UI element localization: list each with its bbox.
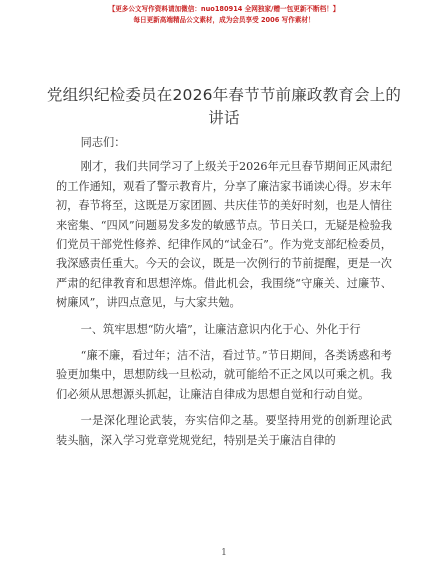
document-body [56, 133, 392, 450]
paragraph-section-1: “廉不廉，看过年；洁不洁，看过节。”节日期间，各类诱惑和考验更加集中，思想防线一旦松动，就可能给不正之风以可乘之机。我们必须从思想源头抓起，让廉洁自律成为思想自觉和行动自觉。 [56, 349, 392, 401]
page-number: 1 [221, 548, 227, 558]
section-heading-1: 一、筑牢思想“防火墙”，让廉洁意识内化于心、外化于行 [80, 322, 361, 336]
paragraph-point-1: 一是深化理论武装，夯实信仰之基。要坚持用党的创新理论武装头脑，深入学习党章党规党纪，特别是关于廉洁自律的 [56, 414, 392, 447]
promo-banner-line-2: 每日更新高端精品公文素材，成为会员享受 2006 写作素材！ [133, 16, 315, 24]
promo-banner-line-1: 【更多公文写作资料请加微信：nuo180914 全网独家/赠一包更新不断档！】 [108, 5, 340, 13]
promo-banner [0, 4, 448, 26]
paragraph-intro: 刚才，我们共同学习了上级关于2026年元旦春节期间正风肃纪的工作通知，观看了警示教育片，分享了廉洁家书诵读心得。岁末年初，春节将至，这既是万家团圆、共庆佳节的美好时刻，也是人情往来密集、“四风”问题易发多发的敏感节点。节日关口，无疑是检验我们党员干部党性修养、纪律作风的“试金石”。作为党支部纪检委员，我深感责任重大。今天的会议，既是一次例行的节前提醒，更是一次严肃的纪律教育和思想淬炼。借此机会，我围绕“守廉关、过廉节、树廉风”，讲四点意见，与大家共勉。 [56, 160, 392, 310]
document-title: 党组织纪检委员在2026年春节节前廉政教育会上的讲话 [46, 86, 402, 127]
salutation: 同志们： [80, 136, 126, 149]
